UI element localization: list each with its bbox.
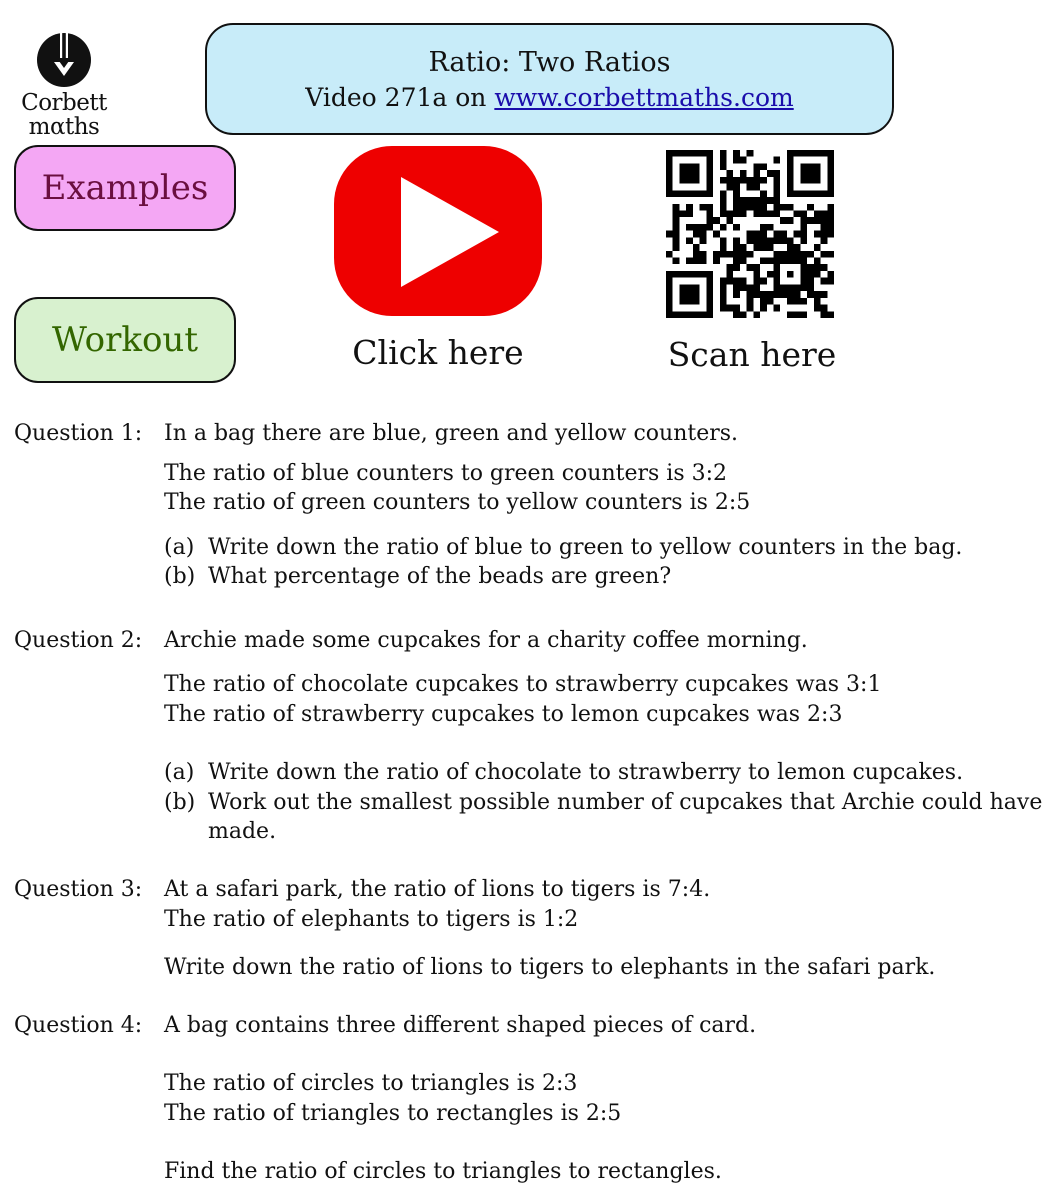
scan-here-label: Scan here	[667, 335, 837, 374]
question-3-line-3: Write down the ratio of lions to tigers to elephants in the safari park.	[164, 955, 936, 980]
question-2-line-1: Archie made some cupcakes for a charity coffee morning.	[164, 628, 808, 653]
question-2-part-a	[164, 759, 963, 787]
youtube-play-button[interactable]	[333, 145, 543, 317]
corbettmaths-logo-icon	[30, 32, 98, 88]
question-4-line-2: The ratio of circles to triangles is 2:3	[164, 1071, 578, 1096]
question-2-part-b-continuation: made.	[208, 819, 277, 844]
part-text: What percentage of the beads are green?	[208, 564, 672, 589]
logo-text-corbett: Corbett	[21, 90, 107, 116]
question-1-line-3: The ratio of green counters to yellow counters is 2:5	[164, 490, 751, 515]
page-title: Ratio: Two Ratios	[428, 47, 671, 78]
question-4-label: Question 4:	[14, 1013, 143, 1038]
corbettmaths-link[interactable]: www.corbettmaths.com	[494, 83, 794, 112]
question-2-part-b	[164, 789, 1042, 817]
part-text: Write down the ratio of chocolate to strawberry to lemon cupcakes.	[208, 760, 964, 785]
question-3-label: Question 3:	[14, 877, 143, 902]
question-1-line-1: In a bag there are blue, green and yellow counters.	[164, 421, 739, 446]
video-prefix: Video 271a on	[305, 83, 495, 112]
qr-code-icon	[665, 150, 835, 318]
question-4-line-4: Find the ratio of circles to triangles to rectangles.	[164, 1159, 722, 1184]
part-label: (a)	[164, 760, 195, 785]
title-box	[205, 23, 894, 135]
workout-button[interactable]: Workout	[14, 297, 236, 383]
question-1-label: Question 1:	[14, 421, 143, 446]
video-reference	[207, 81, 892, 115]
corbettmaths-logo	[14, 30, 114, 142]
question-2-label: Question 2:	[14, 628, 143, 653]
question-2-line-3: The ratio of strawberry cupcakes to lemon cupcakes was 2:3	[164, 702, 843, 727]
question-1-part-b	[164, 563, 671, 591]
part-label: (b)	[164, 790, 196, 815]
click-here-label[interactable]: Click here	[352, 333, 524, 372]
examples-button[interactable]: Examples	[14, 145, 236, 231]
part-label: (a)	[164, 535, 195, 560]
question-1-line-2: The ratio of blue counters to green counters is 3:2	[164, 461, 728, 486]
question-4-line-3: The ratio of triangles to rectangles is 2:5	[164, 1101, 622, 1126]
question-3-line-1: At a safari park, the ratio of lions to tigers is 7:4.	[164, 877, 711, 902]
question-1-part-a	[164, 534, 962, 562]
logo-text-maths: mαths	[28, 114, 100, 140]
question-2-line-2: The ratio of chocolate cupcakes to strawberry cupcakes was 3:1	[164, 672, 882, 697]
question-3-line-2: The ratio of elephants to tigers is 1:2	[164, 907, 579, 932]
part-label: (b)	[164, 564, 196, 589]
part-text: Write down the ratio of blue to green to yellow counters in the bag.	[208, 535, 963, 560]
qr-code[interactable]	[665, 150, 835, 318]
part-text: Work out the smallest possible number of cupcakes that Archie could have	[208, 790, 1043, 815]
question-4-line-1: A bag contains three different shaped pieces of card.	[164, 1013, 757, 1038]
play-icon	[333, 145, 543, 317]
